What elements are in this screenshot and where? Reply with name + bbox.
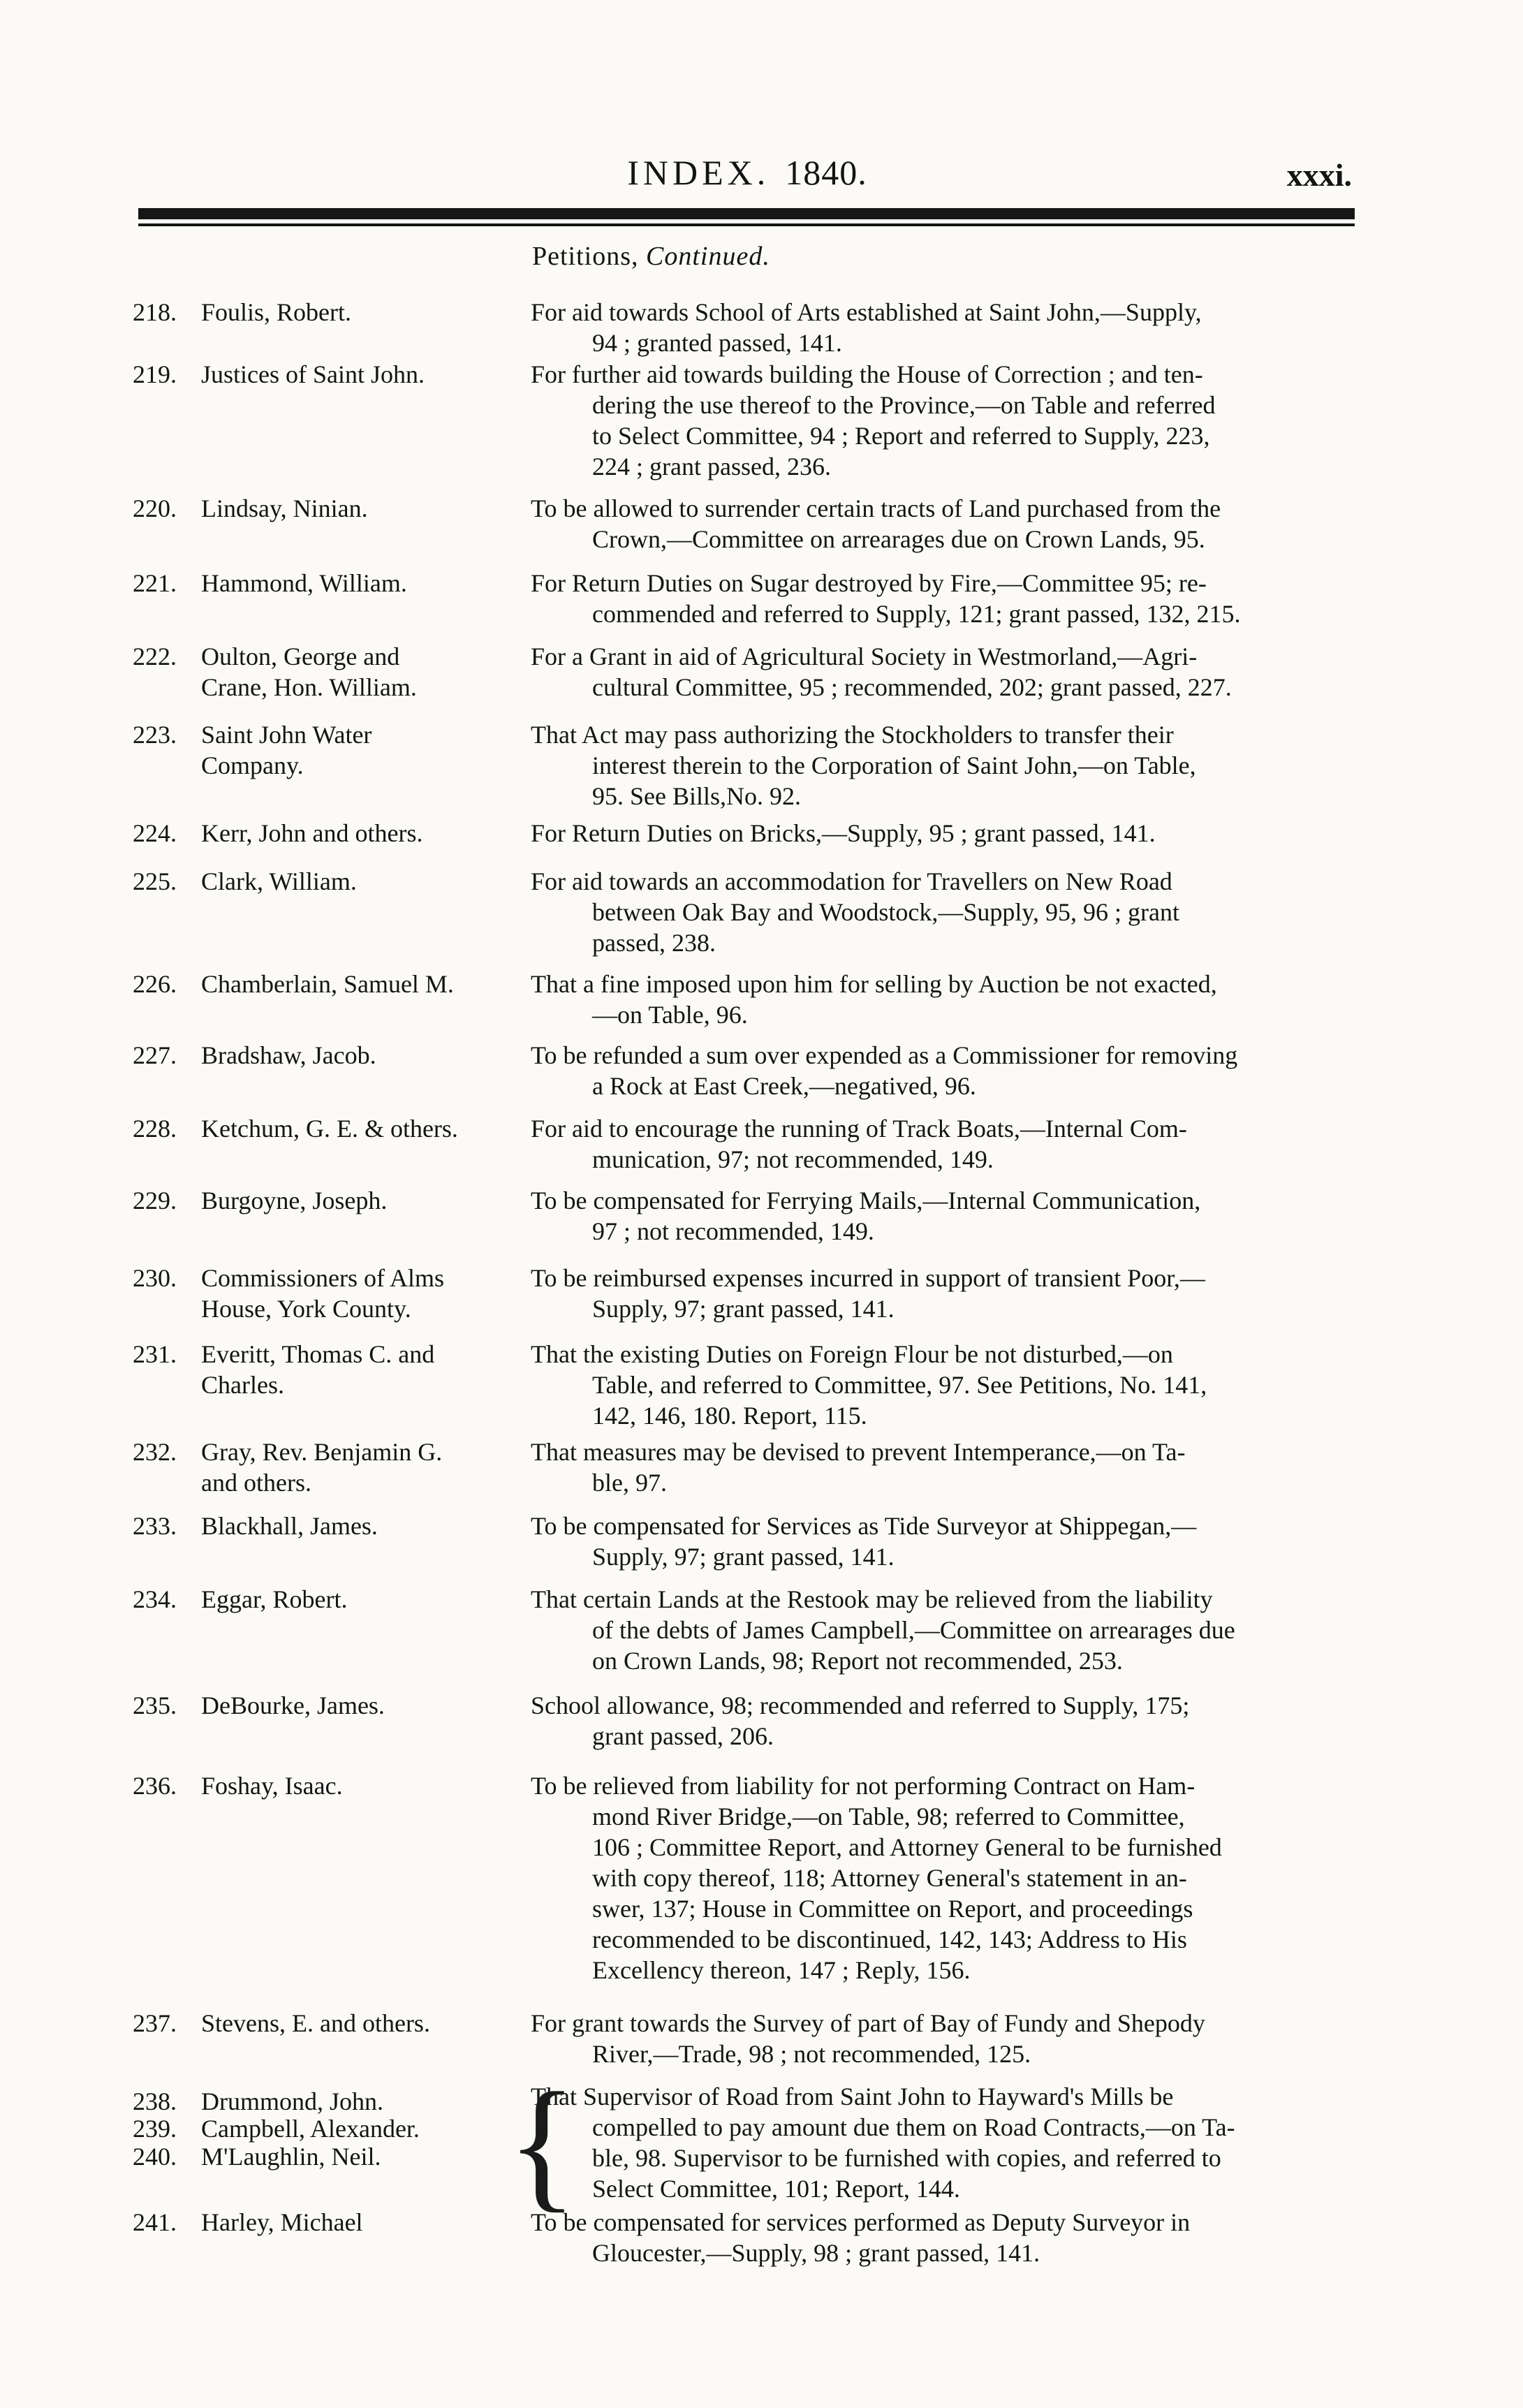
entry-description-line: munication, 97; not recommended, 149. [592,1145,994,1173]
entry-name-line: Gray, Rev. Benjamin G. [201,1438,443,1466]
entry-name-line: Blackhall, James. [201,1512,378,1540]
entry-name [133,719,524,781]
entry-name-line: Campbell, Alexander. [201,2115,420,2143]
entry-description-line: That certain Lands at the Restook may be relieved from the liability [531,1585,1213,1613]
entry-description-line: compelled to pay amount due them on Road Contracts,—on Ta- [592,2113,1235,2141]
entry-number: 231. [133,1340,177,1368]
entry-name-line: Harley, Michael [201,2208,363,2236]
entry-description [531,719,1362,812]
entry-description [531,1263,1362,1324]
header-rule-thin [138,223,1355,226]
entry-description-line: passed, 238. [592,929,716,957]
entry-name-line: M'Laughlin, Neil. [201,2143,381,2171]
entry-number: 233. [133,1512,177,1540]
grouping-brace: { [507,2063,577,2225]
entry-number: 232. [133,1438,177,1466]
entry-description [531,493,1362,555]
section-heading [532,241,770,272]
entry-description-line: with copy thereof, 118; Attorney General's statement in an- [592,1864,1187,1892]
entry-name-line: House, York County. [201,1295,411,1323]
entry-name-line: Burgoyne, Joseph. [201,1187,388,1214]
entry-number: 228. [133,1115,177,1143]
entry-number: 221. [133,569,177,597]
entry-name [133,1339,524,1400]
entry-description-line: 95. See Bills,No. 92. [592,782,802,810]
page-header [133,152,1362,201]
page-number: xxxi. [1286,157,1352,193]
entry-description-line: recommended to be discontinued, 142, 143; Address to His [592,1925,1187,1953]
entry-description-line: —on Table, 96. [592,1001,748,1029]
entry-description-line: Excellency thereon, 147 ; Reply, 156. [592,1956,971,1984]
entry-number: 241. [133,2208,177,2236]
title-text: INDEX. [627,153,770,192]
entry-number: 235. [133,1691,177,1719]
entry-name [133,641,524,703]
entry-description-line: dering the use thereof to the Province,—on Table and referred [592,391,1216,419]
entry-name-line: Everitt, Thomas C. and [201,1340,435,1368]
entry-number: 234. [133,1585,177,1613]
entry-number: 218. [133,298,177,326]
entry-name-line: Stevens, E. and others. [201,2009,430,2037]
entry-name [133,2086,524,2117]
header-rule-thick [138,208,1355,219]
entry-description [531,818,1362,849]
entry-description [531,1770,1362,1985]
entry-description-line: For Return Duties on Bricks,—Supply, 95 ; grant passed, 141. [531,819,1156,847]
title-year: 1840. [785,153,867,192]
entry-description [531,297,1362,358]
entry-description [531,1437,1362,1498]
entry-description-line: 94 ; granted passed, 141. [592,329,842,357]
entry-name [133,1040,524,1071]
entry-name [133,866,524,897]
entry-name [133,818,524,849]
entry-name-line: Eggar, Robert. [201,1585,348,1613]
entry-description-line: 97 ; not recommended, 149. [592,1217,874,1245]
entry-number: 222. [133,643,177,670]
entry-name [133,1584,524,1615]
entry-description [531,2081,1362,2204]
entry-description [531,1511,1362,1572]
entry-name [133,1185,524,1216]
entry-name-line: Saint John Water [201,721,372,749]
entry-description [531,641,1362,703]
entry-name-line: DeBourke, James. [201,1691,385,1719]
entry-number: 224. [133,819,177,847]
entry-description-line: For grant towards the Survey of part of Bay of Fundy and Shepody [531,2009,1205,2037]
entry-description [531,1584,1362,1676]
entry-description-line: To be compensated for Ferrying Mails,—Internal Communication, [531,1187,1201,1214]
entry-description-line: 142, 146, 180. Report, 115. [592,1402,867,1430]
entry-description-line: Crown,—Committee on arrearages due on Crown Lands, 95. [592,525,1205,553]
entry-description [531,568,1362,629]
entry-description-line: For aid towards School of Arts established at Saint John,—Supply, [531,298,1202,326]
entry-number: 227. [133,1041,177,1069]
entry-name [133,1437,524,1498]
entry-name [133,1263,524,1324]
entry-number: 238. [133,2087,177,2115]
entry-description-line: School allowance, 98; recommended and referred to Supply, 175; [531,1691,1190,1719]
entry-name-line: Drummond, John. [201,2087,383,2115]
entry-description-line: ble, 97. [592,1469,667,1497]
entry-description-line: grant passed, 206. [592,1722,774,1750]
entry-name-line: Lindsay, Ninian. [201,494,368,522]
entry-description [531,969,1362,1030]
entry-name-line: and others. [201,1469,311,1497]
entry-description-line: To be allowed to surrender certain tracts of Land purchased from the [531,494,1221,522]
entry-name [133,969,524,999]
entry-name [133,297,524,328]
entry-description-line: To be compensated for services performed as Deputy Surveyor in [531,2208,1191,2236]
entry-name-line: Hammond, William. [201,569,407,597]
entry-description [531,866,1362,958]
section-continued: Continued. [646,242,770,271]
entry-description-line: swer, 137; House in Committee on Report, and proceedings [592,1895,1193,1923]
entry-name-line: Commissioners of Alms [201,1264,445,1292]
entry-number: 229. [133,1187,177,1214]
entry-description-line: That Supervisor of Road from Saint John to Hayward's Mills be [531,2083,1174,2110]
entry-name-line: Justices of Saint John. [201,360,425,388]
entry-number: 223. [133,721,177,749]
section-title: Petitions, [532,242,639,271]
entry-name [133,2008,524,2039]
entry-name-line: Clark, William. [201,867,357,895]
entry-description-line: commended and referred to Supply, 121; grant passed, 132, 215. [592,600,1241,628]
entry-number: 236. [133,1772,177,1800]
entry-name-line: Oulton, George and [201,643,400,670]
entry-description-line: between Oak Bay and Woodstock,—Supply, 95, 96 ; grant [592,898,1179,926]
entry-name-line: Charles. [201,1371,284,1399]
entry-description-line: on Crown Lands, 98; Report not recommended, 253. [592,1647,1123,1675]
entry-name [133,1770,524,1801]
entry-description-line: To be relieved from liability for not performing Contract on Ham- [531,1772,1195,1800]
entry-number: 220. [133,494,177,522]
entry-name-line: Kerr, John and others. [201,819,423,847]
running-title [133,152,1362,193]
entry-description-line: To be compensated for Services as Tide Surveyor at Shippegan,— [531,1512,1197,1540]
entry-description-line: That a fine imposed upon him for selling by Auction be not exacted, [531,970,1217,998]
entry-number: 230. [133,1264,177,1292]
entry-description-line: That Act may pass authorizing the Stockholders to transfer their [531,721,1174,749]
entry-name-line: Chamberlain, Samuel M. [201,970,454,998]
entry-description-line: To be refunded a sum over expended as a Commissioner for removing [531,1041,1238,1069]
entry-description-line: For a Grant in aid of Agricultural Society in Westmorland,—Agri- [531,643,1198,670]
entry-description [531,1339,1362,1431]
entry-number: 239. [133,2115,177,2143]
entry-name [133,2113,524,2144]
entry-number: 237. [133,2009,177,2037]
entry-description [531,1113,1362,1175]
entry-description-line: To be reimbursed expenses incurred in support of transient Poor,— [531,1264,1205,1292]
entry-name-line: Foshay, Isaac. [201,1772,343,1800]
entry-description-line: ble, 98. Supervisor to be furnished with copies, and referred to [592,2144,1221,2172]
entry-description-line: 224 ; grant passed, 236. [592,453,831,480]
entry-description-line: Supply, 97; grant passed, 141. [592,1543,895,1571]
entry-name-line: Company. [201,751,304,779]
entry-number: 240. [133,2143,177,2171]
entry-description-line: For further aid towards building the House of Correction ; and ten- [531,360,1203,388]
entry-description-line: Table, and referred to Committee, 97. See Petitions, No. 141, [592,1371,1207,1399]
entry-name [133,493,524,524]
entry-name-line: Foulis, Robert. [201,298,352,326]
entry-name [133,1511,524,1541]
entry-description-line: That the existing Duties on Foreign Flour be not disturbed,—on [531,1340,1173,1368]
entry-name-line: Ketchum, G. E. & others. [201,1115,458,1143]
entry-description-line: Select Committee, 101; Report, 144. [592,2175,960,2203]
entry-description-line: For aid to encourage the running of Track Boats,—Internal Com- [531,1115,1187,1143]
entry-name [133,1113,524,1144]
entry-description-line: River,—Trade, 98 ; not recommended, 125. [592,2040,1031,2068]
entry-number: 219. [133,360,177,388]
entry-number: 226. [133,970,177,998]
entry-description-line: mond River Bridge,—on Table, 98; referred to Committee, [592,1803,1185,1830]
entry-name-line: Crane, Hon. William. [201,673,417,701]
entry-description-line: For aid towards an accommodation for Travellers on New Road [531,867,1172,895]
entry-description [531,359,1362,482]
entry-description [531,2207,1362,2268]
entry-name [133,1690,524,1721]
entry-name-line: Bradshaw, Jacob. [201,1041,376,1069]
entry-name [133,568,524,599]
entry-description-line: interest therein to the Corporation of Saint John,—on Table, [592,751,1196,779]
entry-description-line: That measures may be devised to prevent Intemperance,—on Ta- [531,1438,1186,1466]
entry-description [531,1185,1362,1247]
entry-description-line: 106 ; Committee Report, and Attorney General to be furnished [592,1833,1222,1861]
entry-name [133,359,524,390]
entry-name [133,2141,524,2172]
entry-description-line: cultural Committee, 95 ; recommended, 202; grant passed, 227. [592,673,1232,701]
entry-description-line: Supply, 97; grant passed, 141. [592,1295,895,1323]
entry-description [531,1040,1362,1101]
entry-number: 225. [133,867,177,895]
entry-description-line: to Select Committee, 94 ; Report and referred to Supply, 223, [592,422,1210,450]
entry-description-line: of the debts of James Campbell,—Committee on arrearages due [592,1616,1235,1644]
entry-name [133,2207,524,2238]
entry-description-line: Gloucester,—Supply, 98 ; grant passed, 141. [592,2239,1040,2267]
entry-description-line: a Rock at East Creek,—negatived, 96. [592,1072,976,1100]
entry-description-line: For Return Duties on Sugar destroyed by Fire,—Committee 95; re- [531,569,1207,597]
entry-description [531,2008,1362,2069]
entry-description [531,1690,1362,1752]
